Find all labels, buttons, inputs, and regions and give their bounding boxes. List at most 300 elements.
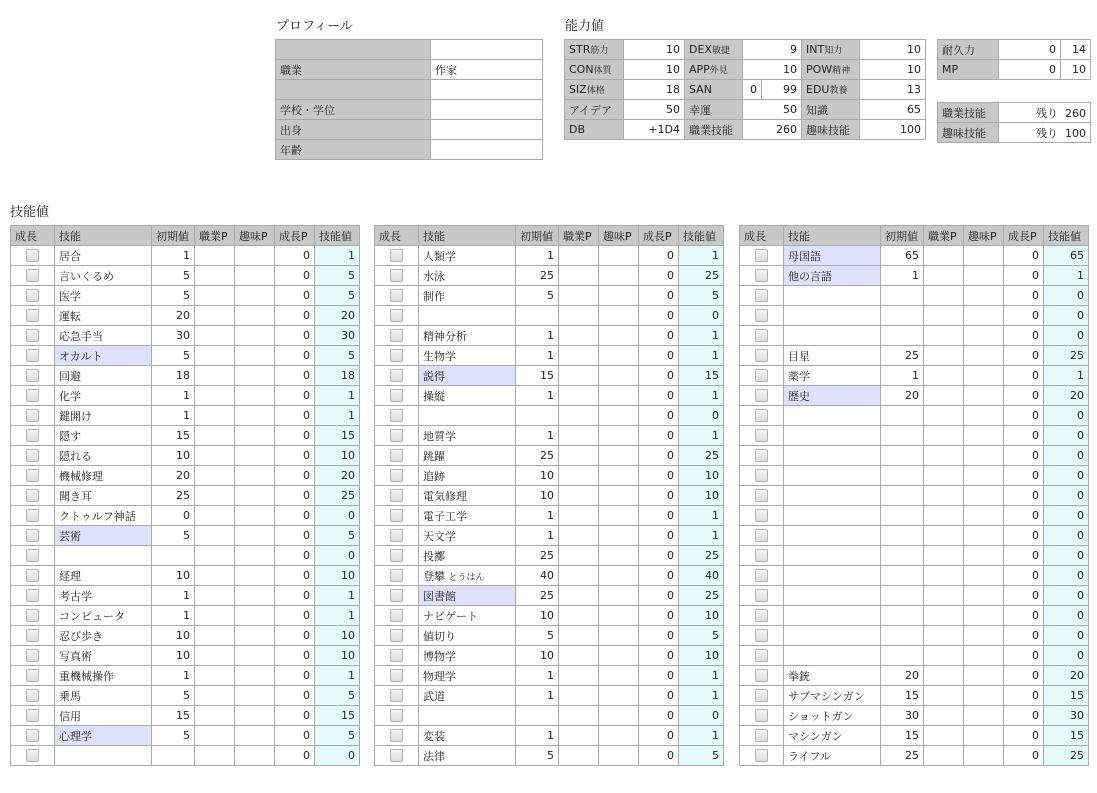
growth-checkbox[interactable]	[390, 589, 403, 602]
skill-occupation-points[interactable]	[924, 726, 964, 746]
skill-growth-points[interactable]: 0	[275, 366, 315, 386]
skill-growth-points[interactable]: 0	[1004, 746, 1044, 766]
skill-name[interactable]: 水泳	[419, 266, 516, 286]
skill-occupation-points[interactable]	[924, 666, 964, 686]
skill-hobby-points[interactable]	[964, 726, 1004, 746]
skill-name[interactable]: 跳躍	[419, 446, 516, 466]
skill-growth-points[interactable]: 0	[639, 446, 679, 466]
growth-checkbox[interactable]	[390, 249, 403, 262]
skill-growth-points[interactable]: 0	[275, 546, 315, 566]
skill-growth-points[interactable]: 0	[275, 246, 315, 266]
skill-occupation-points[interactable]	[559, 326, 599, 346]
skill-hobby-points[interactable]	[964, 326, 1004, 346]
skill-hobby-points[interactable]	[599, 386, 639, 406]
skill-hobby-points[interactable]	[599, 506, 639, 526]
skill-hobby-points[interactable]	[599, 446, 639, 466]
skill-hobby-points[interactable]	[599, 586, 639, 606]
skill-name[interactable]: 考古学	[55, 586, 152, 606]
growth-checkbox[interactable]	[755, 509, 768, 522]
growth-checkbox[interactable]	[755, 689, 768, 702]
growth-checkbox[interactable]	[390, 329, 403, 342]
growth-checkbox[interactable]	[26, 409, 39, 422]
skill-growth-points[interactable]: 0	[1004, 286, 1044, 306]
growth-checkbox[interactable]	[26, 609, 39, 622]
skill-growth-points[interactable]: 0	[275, 526, 315, 546]
ability-value[interactable]: 18	[624, 80, 685, 100]
skill-hobby-points[interactable]	[235, 286, 275, 306]
growth-checkbox[interactable]	[26, 649, 39, 662]
skill-name[interactable]: 拳銃	[784, 666, 881, 686]
skill-name[interactable]: 他の言語	[784, 266, 881, 286]
skill-growth-points[interactable]: 0	[275, 286, 315, 306]
skill-occupation-points[interactable]	[559, 706, 599, 726]
growth-checkbox[interactable]	[26, 329, 39, 342]
skill-hobby-points[interactable]	[964, 406, 1004, 426]
skill-growth-points[interactable]: 0	[275, 326, 315, 346]
skill-occupation-points[interactable]	[559, 526, 599, 546]
skill-name[interactable]	[784, 426, 881, 446]
skill-growth-points[interactable]: 0	[275, 586, 315, 606]
growth-checkbox[interactable]	[390, 709, 403, 722]
skill-occupation-points[interactable]	[924, 426, 964, 446]
ability-value[interactable]: 10	[624, 40, 685, 60]
durability-current[interactable]: 0	[999, 40, 1061, 60]
skill-growth-points[interactable]: 0	[275, 706, 315, 726]
skill-growth-points[interactable]: 0	[1004, 346, 1044, 366]
skill-name[interactable]: 武道	[419, 686, 516, 706]
skill-occupation-points[interactable]	[195, 366, 235, 386]
skill-name[interactable]	[55, 546, 152, 566]
skill-name[interactable]: 聞き耳	[55, 486, 152, 506]
growth-checkbox[interactable]	[390, 469, 403, 482]
skill-growth-points[interactable]: 0	[1004, 486, 1044, 506]
skill-growth-points[interactable]: 0	[1004, 626, 1044, 646]
skill-hobby-points[interactable]	[599, 266, 639, 286]
skill-hobby-points[interactable]	[235, 626, 275, 646]
skill-occupation-points[interactable]	[195, 466, 235, 486]
growth-checkbox[interactable]	[26, 689, 39, 702]
skill-growth-points[interactable]: 0	[275, 466, 315, 486]
skill-growth-points[interactable]: 0	[275, 266, 315, 286]
profile-value[interactable]	[431, 80, 543, 100]
growth-checkbox[interactable]	[26, 289, 39, 302]
growth-checkbox[interactable]	[26, 749, 39, 762]
skill-name[interactable]: 運転	[55, 306, 152, 326]
growth-checkbox[interactable]	[755, 469, 768, 482]
skill-growth-points[interactable]: 0	[639, 386, 679, 406]
skill-growth-points[interactable]: 0	[275, 506, 315, 526]
growth-checkbox[interactable]	[26, 449, 39, 462]
skill-name[interactable]	[784, 506, 881, 526]
skill-occupation-points[interactable]	[924, 466, 964, 486]
growth-checkbox[interactable]	[390, 629, 403, 642]
skill-name[interactable]	[784, 546, 881, 566]
skill-occupation-points[interactable]	[559, 306, 599, 326]
skill-name[interactable]: ショットガン	[784, 706, 881, 726]
growth-checkbox[interactable]	[755, 529, 768, 542]
skill-hobby-points[interactable]	[235, 566, 275, 586]
skill-occupation-points[interactable]	[924, 586, 964, 606]
skill-growth-points[interactable]: 0	[639, 406, 679, 426]
skill-hobby-points[interactable]	[235, 306, 275, 326]
skill-name[interactable]: 人類学	[419, 246, 516, 266]
growth-checkbox[interactable]	[390, 609, 403, 622]
growth-checkbox[interactable]	[26, 469, 39, 482]
skill-name[interactable]: 医学	[55, 286, 152, 306]
skill-occupation-points[interactable]	[559, 466, 599, 486]
growth-checkbox[interactable]	[390, 669, 403, 682]
skill-name[interactable]	[419, 306, 516, 326]
skill-occupation-points[interactable]	[924, 606, 964, 626]
growth-checkbox[interactable]	[390, 729, 403, 742]
growth-checkbox[interactable]	[390, 749, 403, 762]
growth-checkbox[interactable]	[26, 669, 39, 682]
skill-growth-points[interactable]: 0	[639, 606, 679, 626]
skill-hobby-points[interactable]	[964, 426, 1004, 446]
skill-growth-points[interactable]: 0	[639, 646, 679, 666]
skill-name[interactable]	[784, 286, 881, 306]
skill-occupation-points[interactable]	[195, 266, 235, 286]
skill-name[interactable]: 地質学	[419, 426, 516, 446]
growth-checkbox[interactable]	[390, 649, 403, 662]
growth-checkbox[interactable]	[26, 729, 39, 742]
skill-growth-points[interactable]: 0	[1004, 706, 1044, 726]
growth-checkbox[interactable]	[26, 529, 39, 542]
skill-name[interactable]: 天文学	[419, 526, 516, 546]
growth-checkbox[interactable]	[755, 369, 768, 382]
growth-checkbox[interactable]	[390, 689, 403, 702]
skill-occupation-points[interactable]	[559, 286, 599, 306]
skill-name[interactable]	[784, 566, 881, 586]
skill-growth-points[interactable]: 0	[639, 426, 679, 446]
growth-checkbox[interactable]	[26, 709, 39, 722]
skill-hobby-points[interactable]	[235, 466, 275, 486]
growth-checkbox[interactable]	[755, 649, 768, 662]
ability-value[interactable]: 100	[860, 120, 926, 140]
growth-checkbox[interactable]	[390, 289, 403, 302]
skill-name[interactable]	[419, 406, 516, 426]
skill-hobby-points[interactable]	[235, 446, 275, 466]
skill-growth-points[interactable]: 0	[639, 326, 679, 346]
skill-name[interactable]	[784, 526, 881, 546]
skill-growth-points[interactable]: 0	[275, 626, 315, 646]
skill-hobby-points[interactable]	[599, 346, 639, 366]
skill-occupation-points[interactable]	[195, 546, 235, 566]
ability-value[interactable]: 65	[860, 100, 926, 120]
skill-name[interactable]: 回避	[55, 366, 152, 386]
skill-hobby-points[interactable]	[599, 646, 639, 666]
skill-hobby-points[interactable]	[599, 246, 639, 266]
skill-hobby-points[interactable]	[964, 626, 1004, 646]
skill-occupation-points[interactable]	[559, 246, 599, 266]
growth-checkbox[interactable]	[390, 529, 403, 542]
skill-growth-points[interactable]: 0	[639, 746, 679, 766]
profile-value[interactable]	[431, 120, 543, 140]
skill-hobby-points[interactable]	[235, 666, 275, 686]
skill-growth-points[interactable]: 0	[639, 566, 679, 586]
ability-value[interactable]: 50	[624, 100, 685, 120]
skill-growth-points[interactable]: 0	[275, 386, 315, 406]
skill-growth-points[interactable]: 0	[1004, 466, 1044, 486]
skill-growth-points[interactable]: 0	[1004, 426, 1044, 446]
skill-name[interactable]: 追跡	[419, 466, 516, 486]
skill-occupation-points[interactable]	[195, 246, 235, 266]
skill-name[interactable]: 母国語	[784, 246, 881, 266]
growth-checkbox[interactable]	[755, 629, 768, 642]
ability-value[interactable]: 9	[743, 40, 802, 60]
skill-name[interactable]: 変装	[419, 726, 516, 746]
skill-name[interactable]: 薬学	[784, 366, 881, 386]
skill-hobby-points[interactable]	[964, 686, 1004, 706]
skill-growth-points[interactable]: 0	[1004, 266, 1044, 286]
skill-growth-points[interactable]: 0	[639, 726, 679, 746]
skill-name[interactable]	[784, 306, 881, 326]
ability-value[interactable]: 10	[624, 60, 685, 80]
skill-hobby-points[interactable]	[235, 506, 275, 526]
skill-name[interactable]: 心理学	[55, 726, 152, 746]
san-current[interactable]: 0	[743, 80, 762, 100]
skill-growth-points[interactable]: 0	[639, 546, 679, 566]
skill-growth-points[interactable]: 0	[1004, 726, 1044, 746]
skill-hobby-points[interactable]	[964, 586, 1004, 606]
skill-growth-points[interactable]: 0	[639, 466, 679, 486]
skill-growth-points[interactable]: 0	[1004, 406, 1044, 426]
skill-growth-points[interactable]: 0	[275, 446, 315, 466]
skill-growth-points[interactable]: 0	[1004, 306, 1044, 326]
skill-growth-points[interactable]: 0	[639, 306, 679, 326]
skill-name[interactable]	[784, 626, 881, 646]
skill-hobby-points[interactable]	[599, 666, 639, 686]
skill-growth-points[interactable]: 0	[275, 606, 315, 626]
growth-checkbox[interactable]	[26, 389, 39, 402]
skill-occupation-points[interactable]	[924, 266, 964, 286]
skill-name[interactable]: 目星	[784, 346, 881, 366]
skill-occupation-points[interactable]	[924, 446, 964, 466]
skill-hobby-points[interactable]	[599, 746, 639, 766]
growth-checkbox[interactable]	[755, 709, 768, 722]
mp-current[interactable]: 0	[999, 60, 1061, 80]
skill-name[interactable]: ナビゲート	[419, 606, 516, 626]
skill-name[interactable]: 居合	[55, 246, 152, 266]
skill-occupation-points[interactable]	[559, 546, 599, 566]
skill-growth-points[interactable]: 0	[639, 486, 679, 506]
skill-occupation-points[interactable]	[195, 346, 235, 366]
skill-name[interactable]: 操縦	[419, 386, 516, 406]
skill-hobby-points[interactable]	[964, 566, 1004, 586]
profile-value[interactable]: 作家	[431, 60, 543, 80]
skill-occupation-points[interactable]	[195, 706, 235, 726]
skill-growth-points[interactable]: 0	[1004, 546, 1044, 566]
skill-name[interactable]: 登攀 とうはん	[419, 566, 516, 586]
skill-name[interactable]: 図書館	[419, 586, 516, 606]
skill-hobby-points[interactable]	[599, 406, 639, 426]
skill-occupation-points[interactable]	[195, 726, 235, 746]
skill-occupation-points[interactable]	[195, 746, 235, 766]
skill-growth-points[interactable]: 0	[639, 586, 679, 606]
skill-name[interactable]: 精神分析	[419, 326, 516, 346]
skill-hobby-points[interactable]	[964, 646, 1004, 666]
skill-name[interactable]	[784, 486, 881, 506]
growth-checkbox[interactable]	[755, 389, 768, 402]
skill-name[interactable]: マシンガン	[784, 726, 881, 746]
skill-occupation-points[interactable]	[924, 286, 964, 306]
skill-name[interactable]: 重機械操作	[55, 666, 152, 686]
growth-checkbox[interactable]	[755, 349, 768, 362]
growth-checkbox[interactable]	[390, 429, 403, 442]
skill-name[interactable]	[419, 706, 516, 726]
growth-checkbox[interactable]	[26, 269, 39, 282]
growth-checkbox[interactable]	[26, 249, 39, 262]
skill-occupation-points[interactable]	[924, 686, 964, 706]
growth-checkbox[interactable]	[390, 489, 403, 502]
ability-value[interactable]: 260	[743, 120, 802, 140]
skill-name[interactable]: 博物学	[419, 646, 516, 666]
skill-occupation-points[interactable]	[559, 506, 599, 526]
skill-name[interactable]	[784, 446, 881, 466]
skill-hobby-points[interactable]	[599, 486, 639, 506]
skill-occupation-points[interactable]	[195, 586, 235, 606]
skill-hobby-points[interactable]	[235, 546, 275, 566]
skill-growth-points[interactable]: 0	[639, 286, 679, 306]
skill-hobby-points[interactable]	[235, 406, 275, 426]
growth-checkbox[interactable]	[26, 349, 39, 362]
skill-occupation-points[interactable]	[559, 446, 599, 466]
growth-checkbox[interactable]	[755, 729, 768, 742]
skill-occupation-points[interactable]	[559, 746, 599, 766]
skill-hobby-points[interactable]	[964, 266, 1004, 286]
skill-name[interactable]: 鍵開け	[55, 406, 152, 426]
growth-checkbox[interactable]	[755, 749, 768, 762]
skill-name[interactable]: 忍び歩き	[55, 626, 152, 646]
skill-occupation-points[interactable]	[195, 566, 235, 586]
skill-occupation-points[interactable]	[559, 406, 599, 426]
skill-name[interactable]: 投擲	[419, 546, 516, 566]
skill-occupation-points[interactable]	[195, 326, 235, 346]
skill-name[interactable]: 芸術	[55, 526, 152, 546]
skill-name[interactable]: 値切り	[419, 626, 516, 646]
skill-name[interactable]	[784, 646, 881, 666]
growth-checkbox[interactable]	[26, 569, 39, 582]
skill-occupation-points[interactable]	[195, 506, 235, 526]
skill-occupation-points[interactable]	[559, 366, 599, 386]
skill-name[interactable]: 物理学	[419, 666, 516, 686]
skill-hobby-points[interactable]	[235, 746, 275, 766]
skill-growth-points[interactable]: 0	[639, 706, 679, 726]
skill-growth-points[interactable]: 0	[639, 526, 679, 546]
skill-hobby-points[interactable]	[964, 466, 1004, 486]
skill-name[interactable]	[784, 466, 881, 486]
skill-name[interactable]: コンピュータ	[55, 606, 152, 626]
skill-name[interactable]	[784, 586, 881, 606]
skill-growth-points[interactable]: 0	[275, 646, 315, 666]
growth-checkbox[interactable]	[390, 509, 403, 522]
ability-value[interactable]: 10	[743, 60, 802, 80]
skill-occupation-points[interactable]	[195, 306, 235, 326]
growth-checkbox[interactable]	[390, 549, 403, 562]
skill-occupation-points[interactable]	[924, 246, 964, 266]
growth-checkbox[interactable]	[755, 569, 768, 582]
skill-growth-points[interactable]: 0	[1004, 686, 1044, 706]
skill-hobby-points[interactable]	[599, 326, 639, 346]
skill-growth-points[interactable]: 0	[639, 666, 679, 686]
growth-checkbox[interactable]	[755, 609, 768, 622]
growth-checkbox[interactable]	[755, 409, 768, 422]
growth-checkbox[interactable]	[390, 369, 403, 382]
skill-growth-points[interactable]: 0	[275, 726, 315, 746]
growth-checkbox[interactable]	[390, 569, 403, 582]
skill-occupation-points[interactable]	[559, 686, 599, 706]
skill-growth-points[interactable]: 0	[1004, 526, 1044, 546]
growth-checkbox[interactable]	[755, 449, 768, 462]
skill-growth-points[interactable]: 0	[639, 686, 679, 706]
skill-hobby-points[interactable]	[235, 346, 275, 366]
skill-occupation-points[interactable]	[924, 566, 964, 586]
growth-checkbox[interactable]	[390, 309, 403, 322]
skill-hobby-points[interactable]	[235, 586, 275, 606]
growth-checkbox[interactable]	[26, 309, 39, 322]
skill-name[interactable]: 信用	[55, 706, 152, 726]
growth-checkbox[interactable]	[26, 509, 39, 522]
skill-growth-points[interactable]: 0	[639, 626, 679, 646]
skill-hobby-points[interactable]	[599, 306, 639, 326]
skill-growth-points[interactable]: 0	[275, 566, 315, 586]
skill-growth-points[interactable]: 0	[639, 366, 679, 386]
skill-occupation-points[interactable]	[924, 306, 964, 326]
skill-growth-points[interactable]: 0	[275, 666, 315, 686]
skill-occupation-points[interactable]	[924, 406, 964, 426]
skill-occupation-points[interactable]	[195, 426, 235, 446]
skill-name[interactable]: 歴史	[784, 386, 881, 406]
skill-hobby-points[interactable]	[599, 466, 639, 486]
skill-name[interactable]: オカルト	[55, 346, 152, 366]
skill-hobby-points[interactable]	[599, 366, 639, 386]
skill-hobby-points[interactable]	[964, 346, 1004, 366]
skill-name[interactable]: 化学	[55, 386, 152, 406]
skill-hobby-points[interactable]	[235, 366, 275, 386]
skill-occupation-points[interactable]	[195, 286, 235, 306]
growth-checkbox[interactable]	[755, 289, 768, 302]
skill-name[interactable]: 説得	[419, 366, 516, 386]
skill-hobby-points[interactable]	[235, 486, 275, 506]
skill-name[interactable]: ライフル	[784, 746, 881, 766]
skill-occupation-points[interactable]	[195, 406, 235, 426]
skill-hobby-points[interactable]	[964, 286, 1004, 306]
skill-hobby-points[interactable]	[599, 426, 639, 446]
growth-checkbox[interactable]	[390, 449, 403, 462]
skill-occupation-points[interactable]	[195, 646, 235, 666]
skill-hobby-points[interactable]	[599, 566, 639, 586]
skill-growth-points[interactable]: 0	[1004, 666, 1044, 686]
skill-occupation-points[interactable]	[924, 386, 964, 406]
skill-name[interactable]	[784, 606, 881, 626]
skill-occupation-points[interactable]	[559, 346, 599, 366]
skill-name[interactable]	[784, 326, 881, 346]
skill-name[interactable]: サブマシンガン	[784, 686, 881, 706]
ability-value[interactable]: 50	[743, 100, 802, 120]
skill-name[interactable]: 写真術	[55, 646, 152, 666]
skill-hobby-points[interactable]	[235, 706, 275, 726]
skill-name[interactable]: 隠れる	[55, 446, 152, 466]
skill-occupation-points[interactable]	[559, 266, 599, 286]
growth-checkbox[interactable]	[390, 269, 403, 282]
skill-occupation-points[interactable]	[195, 606, 235, 626]
skill-hobby-points[interactable]	[599, 526, 639, 546]
skill-name[interactable]: 経理	[55, 566, 152, 586]
skill-hobby-points[interactable]	[964, 246, 1004, 266]
skill-growth-points[interactable]: 0	[275, 406, 315, 426]
skill-growth-points[interactable]: 0	[275, 746, 315, 766]
skill-occupation-points[interactable]	[195, 626, 235, 646]
